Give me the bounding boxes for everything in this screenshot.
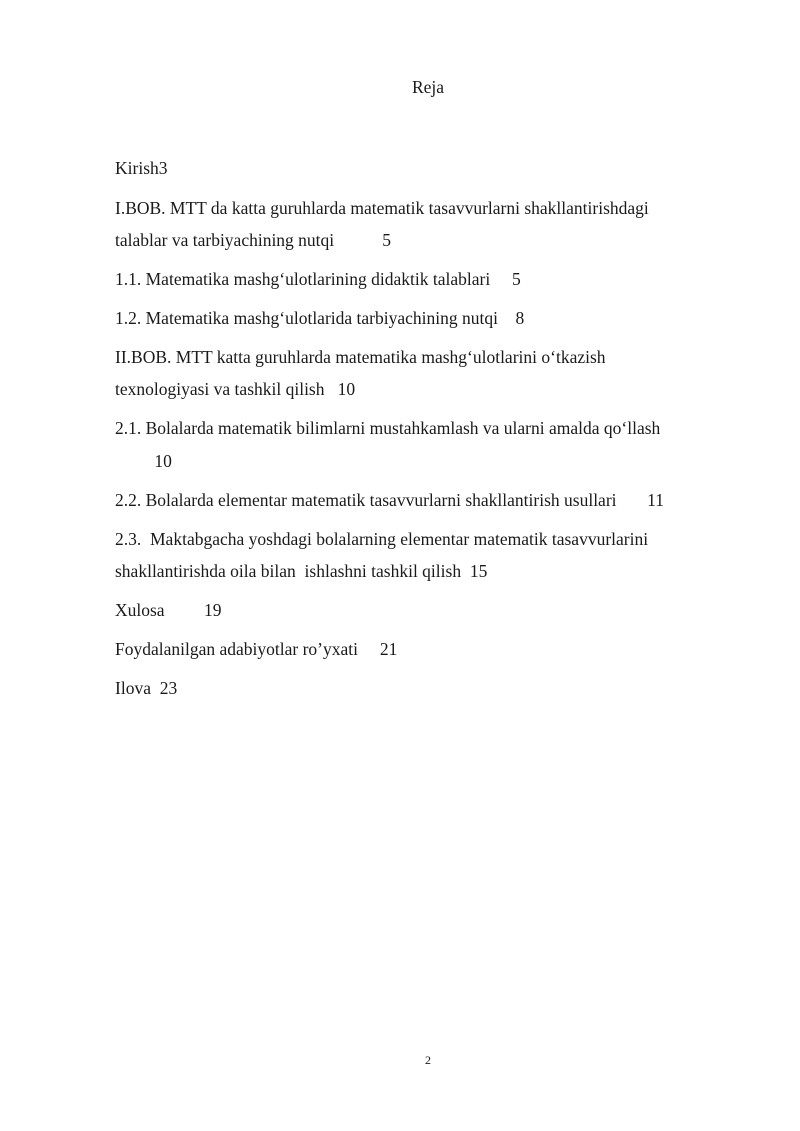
toc-entry-xulosa: Xulosa 19 — [115, 600, 222, 620]
toc-entry-2-3-line1: 2.3. Maktabgacha yoshdagi bolalarning elementar matematik tasavvurlarini — [115, 529, 649, 549]
toc-entry-2-3-line2: shakllantirishda oila bilan ishlashni tashkil qilish 15 — [115, 561, 488, 581]
toc-entry-1-2: 1.2. Matematika mashg‘ulotlarida tarbiyachining nutqi 8 — [115, 308, 525, 328]
toc-entry-adabiyotlar: Foydalanilgan adabiyotlar ro’yxati 21 — [115, 639, 398, 659]
toc-entry-bob2-line1: II.BOB. MTT katta guruhlarda matematika mashg‘ulotlarini o‘tkazish — [115, 347, 606, 367]
toc-entry-kirish: Kirish3 — [115, 158, 168, 178]
toc-entry-ilova: Ilova 23 — [115, 678, 178, 698]
toc-entry-bob1-line2: talablar va tarbiyachining nutqi 5 — [115, 230, 392, 250]
toc-entry-2-1-line2: 10 — [115, 451, 172, 471]
toc-entry-2-1-line1: 2.1. Bolalarda matematik bilimlarni mustahkamlash va ularni amalda qo‘llash — [115, 418, 661, 438]
toc-entry-bob1-line1: I.BOB. MTT da katta guruhlarda matematik tasavvurlarni shakllantirishdagi — [115, 198, 649, 218]
toc-entry-1-1: 1.1. Matematika mashg‘ulotlarining didaktik talablari 5 — [115, 269, 521, 289]
page-title: Reja — [411, 77, 445, 97]
toc-entry-2-2: 2.2. Bolalarda elementar matematik tasavvurlarni shakllantirish usullari 11 — [115, 490, 664, 510]
toc-entry-bob2-line2: texnologiyasi va tashkil qilish 10 — [115, 379, 356, 399]
page-number: 2 — [425, 1053, 431, 1067]
